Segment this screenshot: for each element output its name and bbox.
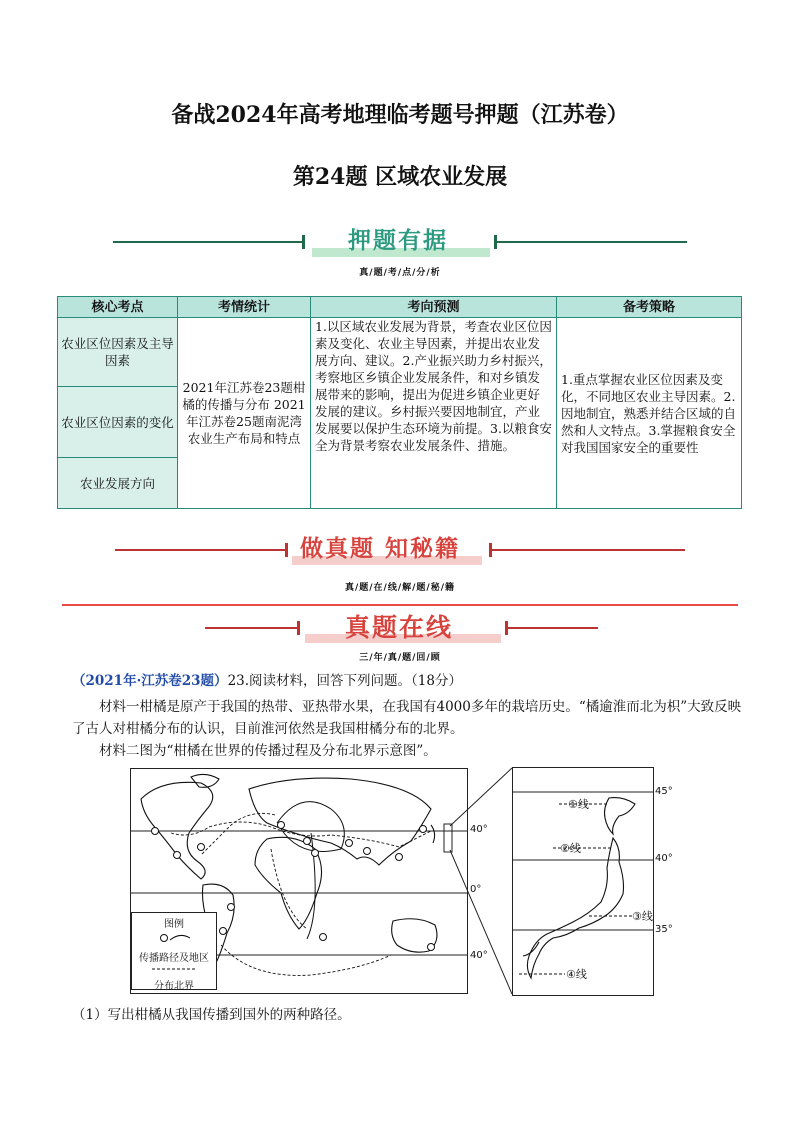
section-label: 真题在线 xyxy=(345,613,454,642)
table-cell-statistics: 2021年江苏卷23题柑橘的传播与分布 2021年江苏卷25题南泥湾农业生产布局和特点 xyxy=(178,318,311,509)
section-header-online xyxy=(0,608,800,648)
table-header: 核心考点 xyxy=(58,297,178,318)
table-cell-core-point: 农业区位因素及主导因素 xyxy=(58,318,178,387)
header-rule-tick xyxy=(297,621,300,635)
table-cell-core-point: 农业区位因素的变化 xyxy=(58,387,178,458)
table-header: 备考策略 xyxy=(557,297,742,318)
japan-line-1-label: ①线 xyxy=(568,798,589,811)
table-row xyxy=(58,318,742,387)
japan-line-2-label: ②线 xyxy=(560,842,581,855)
table-cell-prediction: 1.以区域农业发展为背景，考查农业区位因素及变化、农业主导因素，并提出农业发展方向、建议。2.产业振兴助力乡村振兴，考察地区乡镇企业发展条件，和对乡镇发展带来的影响，提出为促进乡镇企业更好发展的建议。乡村振兴要因地制宜，产业发展要以保护生态环境为前提。3.以粮食安全为背景考察农业发展条件、措施。 xyxy=(311,318,557,509)
japan-lat-45: 45° xyxy=(655,786,673,797)
material-one: 材料一柑橘是原产于我国的热带、亚热带水果，在我国有4000多年的栽培历史。“橘逾淮而北为枳”大致反映了古人对柑橘分布的认识，目前淮河依然是我国柑橘分布的北界。 xyxy=(72,699,742,737)
header-rule-right xyxy=(508,627,598,629)
section-subtitle: 真/题/考/点/分/析 xyxy=(359,268,441,278)
legend-route-label: 传播路径及地区 xyxy=(139,953,209,964)
japan-line-4-label: ④线 xyxy=(566,968,587,981)
table-header: 考向预测 xyxy=(311,297,557,318)
header-rule-tick xyxy=(302,235,305,249)
question-text: 23.阅读材料，回答下列问题。（18分） xyxy=(227,673,462,689)
header-rule-right xyxy=(497,241,687,243)
japan-line-3-label: ③线 xyxy=(632,910,653,923)
lat-label-40n: 40° xyxy=(470,824,488,835)
legend-route-icon xyxy=(134,930,214,946)
table-cell-strategy: 1.重点掌握农业区位因素及变化，不同地区农业主导因素。2.因地制宜，熟悉并结合区域的自然和人文特点。3.掌握粮食安全对我国国家安全的重要性 xyxy=(557,318,742,509)
header-rule-tick xyxy=(285,543,288,557)
divider xyxy=(62,604,738,606)
question-stem xyxy=(72,670,752,692)
table-header-row xyxy=(58,297,742,318)
header-rule-right xyxy=(492,549,685,551)
japan-lat-40: 40° xyxy=(655,853,673,864)
legend-title: 图例 xyxy=(164,919,184,930)
section-label: 做真题 知秘籍 xyxy=(300,536,461,562)
japan-lat-35: 35° xyxy=(655,924,673,935)
table-cell-core-point: 农业发展方向 xyxy=(58,458,178,509)
sub-question-1: （1）写出柑橘从我国传播到国外的两种路径。 xyxy=(72,1007,351,1023)
question-source: （2021年·江苏卷23题） xyxy=(72,673,228,689)
header-rule-left xyxy=(205,627,298,629)
section-label: 押题有据 xyxy=(348,228,448,254)
section-subtitle: 三/年/真/题/回/顾 xyxy=(359,653,441,663)
header-rule-left xyxy=(113,241,303,243)
zoom-connector xyxy=(440,766,514,996)
document-title: 备战2024年高考地理临考题号押题（江苏卷） xyxy=(171,102,629,128)
material-two: 材料二图为“柑橘在世界的传播过程及分布北界示意图”。 xyxy=(99,743,437,759)
legend-boundary-label: 分布北界 xyxy=(154,981,194,992)
document-subtitle: 第24题 区域农业发展 xyxy=(292,164,508,190)
exam-analysis-table xyxy=(57,296,742,509)
map-legend xyxy=(131,912,217,990)
legend-boundary-icon xyxy=(134,964,214,974)
lat-label-0: 0° xyxy=(470,884,482,895)
header-rule-left xyxy=(115,549,285,551)
section-header-evidence xyxy=(0,222,800,262)
lat-label-40s: 40° xyxy=(470,950,488,961)
section-subtitle: 真/题/在/线/解/题/秘/籍 xyxy=(344,583,455,593)
section-header-real-questions xyxy=(0,530,800,570)
table-header: 考情统计 xyxy=(178,297,311,318)
